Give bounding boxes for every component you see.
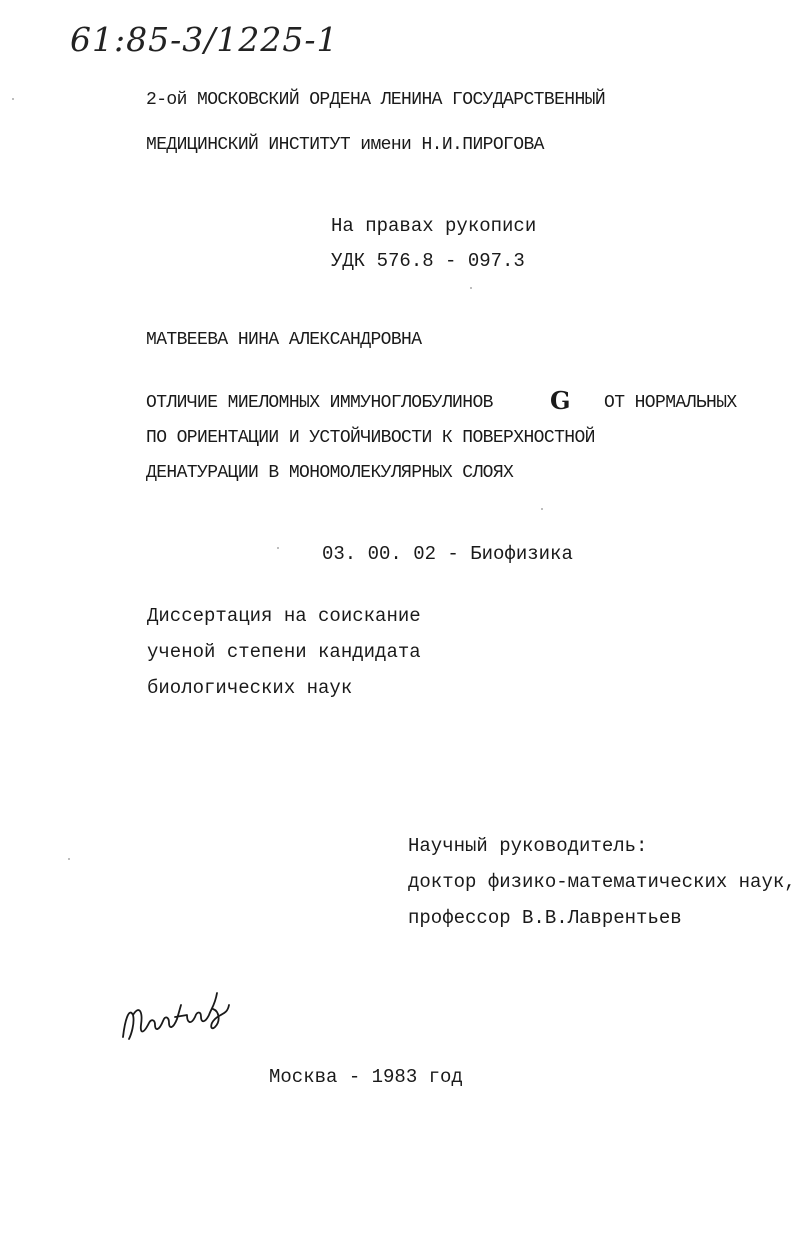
place-and-year: Москва - 1983 год (269, 1066, 463, 1088)
title-line-3: ДЕНАТУРАЦИИ В МОНОМОЛЕКУЛЯРНЫХ СЛОЯХ (146, 463, 514, 483)
udc-code: УДК 576.8 - 097.3 (331, 250, 525, 272)
scan-speck (470, 287, 472, 289)
title-line-2: ПО ОРИЕНТАЦИИ И УСТОЙЧИВОСТИ К ПОВЕРХНОСТНОЙ (146, 428, 595, 448)
manuscript-rights: На правах рукописи (331, 215, 537, 237)
archive-mark (70, 20, 339, 59)
scan-speck (277, 547, 279, 549)
dissertation-line-2: ученой степени кандидата (147, 641, 421, 663)
institution-line-1: 2-ой МОСКОВСКИЙ ОРДЕНА ЛЕНИНА ГОСУДАРСТВЕННЫЙ (146, 90, 606, 110)
archive-mark-text: 61:85-3/1225-1 (70, 20, 339, 59)
scan-speck (541, 508, 543, 510)
scan-speck (68, 858, 70, 860)
dissertation-line-1: Диссертация на соискание (147, 605, 421, 627)
supervisor-name: профессор В.В.Лаврентьев (408, 907, 682, 929)
scan-speck (12, 98, 14, 100)
supervisor-label: Научный руководитель: (408, 835, 648, 857)
immunoglobulin-g-symbol: G (550, 386, 571, 415)
institution-line-2: МЕДИЦИНСКИЙ ИНСТИТУТ имени Н.И.ПИРОГОВА (146, 135, 544, 155)
specialty-code: 03. 00. 02 - Биофизика (322, 543, 573, 565)
title-line-1-end: ОТ НОРМАЛЬНЫХ (604, 393, 737, 413)
supervisor-degree: доктор физико-математических наук, (408, 871, 796, 893)
author-signature (115, 975, 245, 1055)
author-name: МАТВЕЕВА НИНА АЛЕКСАНДРОВНА (146, 330, 422, 350)
dissertation-line-3: биологических наук (147, 677, 353, 699)
title-line-1-start: ОТЛИЧИЕ МИЕЛОМНЫХ ИММУНОГЛОБУЛИНОВ (146, 393, 493, 413)
